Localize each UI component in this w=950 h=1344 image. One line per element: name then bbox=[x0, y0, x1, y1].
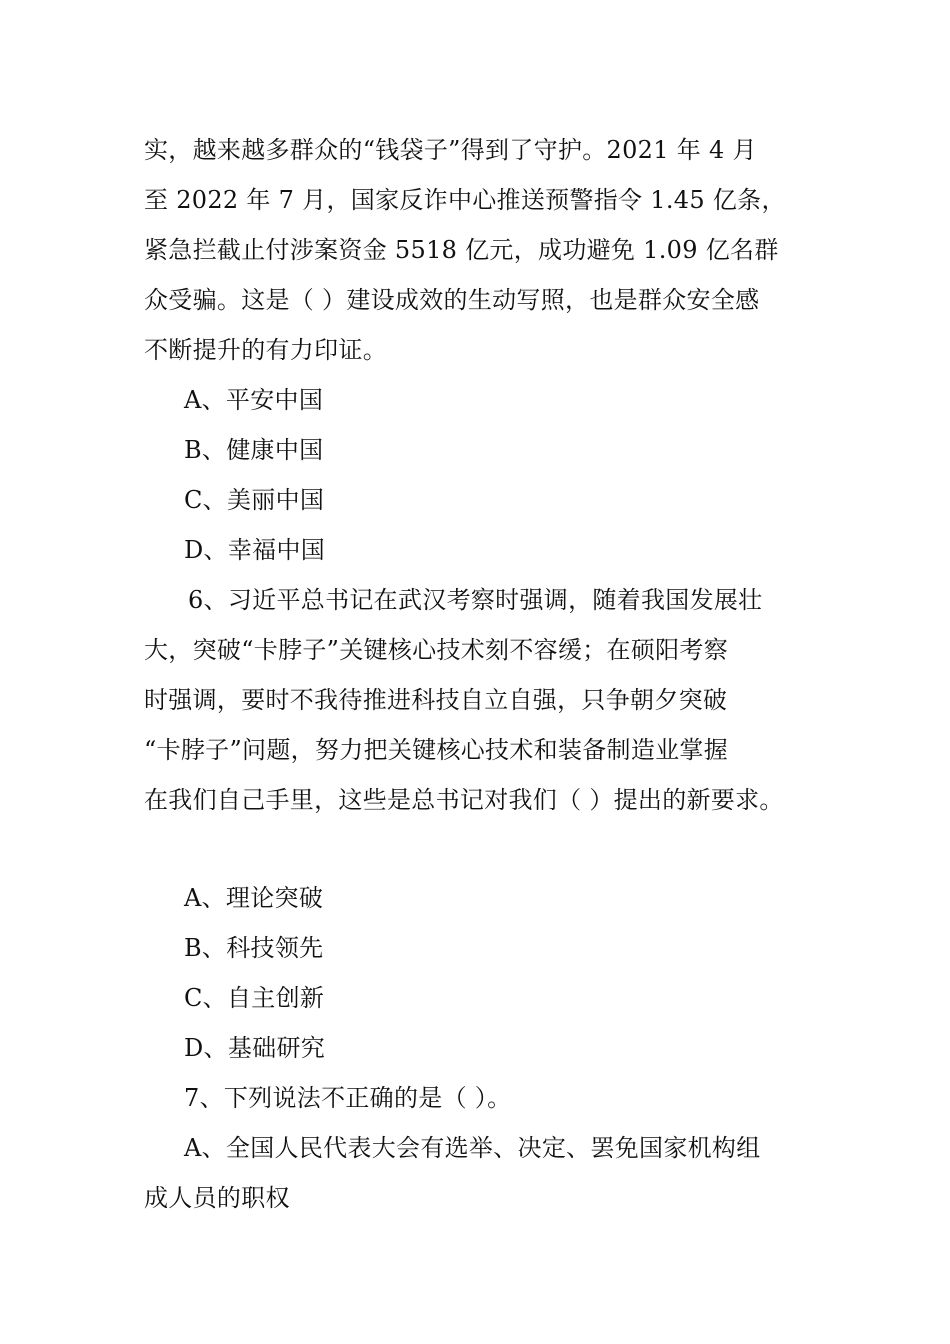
q6-text-line: 大，突破“卡脖子”关键核心技术刻不容缓；在硕阳考察 bbox=[144, 636, 729, 664]
q5-text-line: 紧急拦截止付涉案资金 5518 亿元，成功避免 1.09 亿名群 bbox=[144, 236, 779, 264]
q6-option-d: D、基础研究 bbox=[184, 1034, 326, 1062]
q7-option-a-line: A、全国人民代表大会有选举、决定、罢免国家机构组 bbox=[184, 1134, 761, 1162]
q6-text-line: 在我们自己手里，这些是总书记对我们（ ）提出的新要求。 bbox=[144, 786, 784, 814]
q6-option-a: A、理论突破 bbox=[184, 884, 324, 912]
q6-option-c: C、自主创新 bbox=[184, 984, 325, 1012]
q5-text-line: 不断提升的有力印证。 bbox=[144, 336, 387, 364]
q5-option-c: C、美丽中国 bbox=[184, 486, 325, 514]
q5-option-a: A、平安中国 bbox=[184, 386, 324, 414]
q6-text-line: 6、习近平总书记在武汉考察时强调，随着我国发展壮 bbox=[188, 586, 763, 614]
q6-text-line: “卡脖子”问题，努力把关键核心技术和装备制造业掌握 bbox=[144, 736, 729, 764]
q5-text-line: 实，越来越多群众的“钱袋子”得到了守护。2021 年 4 月 bbox=[144, 136, 757, 164]
q5-option-b: B、健康中国 bbox=[184, 436, 324, 464]
q5-option-d: D、幸福中国 bbox=[184, 536, 326, 564]
q7-stem: 7、下列说法不正确的是（ ）。 bbox=[184, 1084, 512, 1112]
q6-text-line: 时强调，要时不我待推进科技自立自强，只争朝夕突破 bbox=[144, 686, 728, 714]
q6-option-b: B、科技领先 bbox=[184, 934, 324, 962]
q7-option-a-line: 成人员的职权 bbox=[144, 1184, 290, 1212]
q5-text-line: 至 2022 年 7 月，国家反诈中心推送预警指令 1.45 亿条， bbox=[144, 186, 786, 214]
q5-text-line: 众受骗。这是（ ）建设成效的生动写照，也是群众安全感 bbox=[144, 286, 760, 314]
